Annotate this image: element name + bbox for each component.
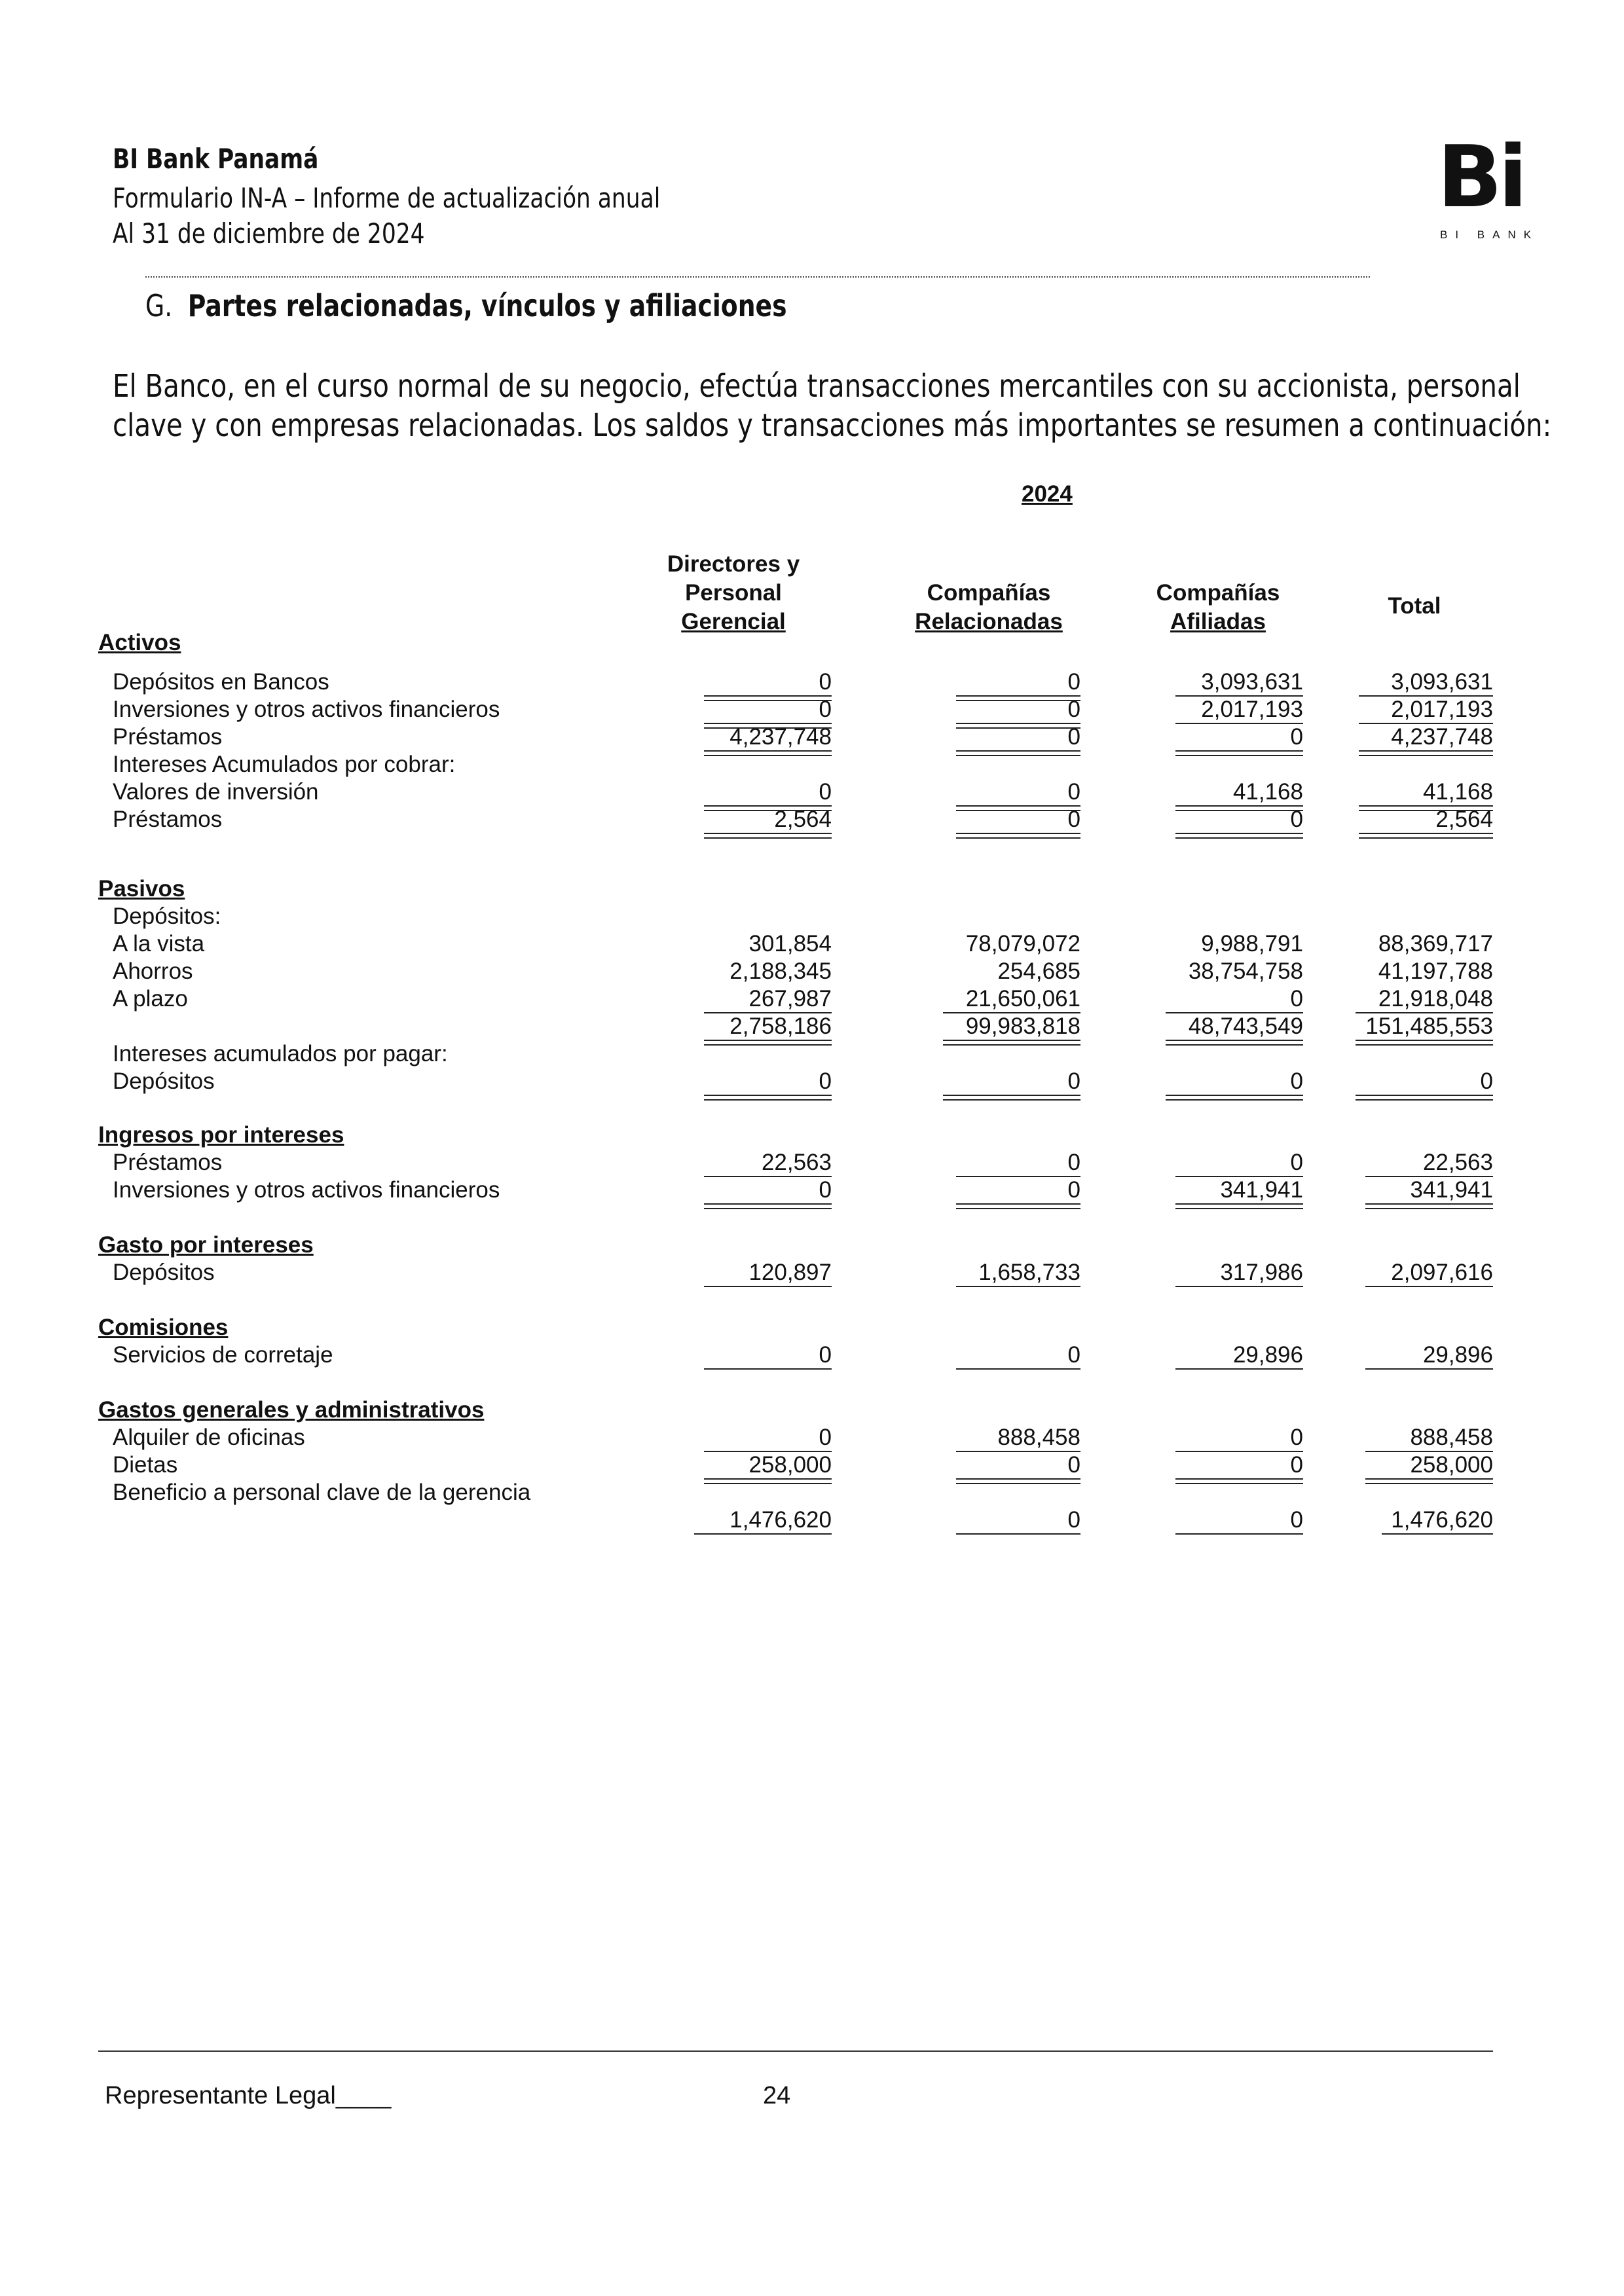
section-letter: G. [145,288,173,323]
cell-value: 0 [819,1177,832,1203]
cell-value: 1,658,733 [978,1260,1080,1285]
subtotal-value: 2,758,186 [729,1013,832,1039]
subtotal-value: 99,983,818 [965,1013,1080,1039]
bi-bank-logo [1437,127,1540,259]
rule [1365,1451,1493,1452]
cell-value: 2,017,193 [1391,697,1493,722]
cell-value: 0 [1067,697,1080,722]
section-pasivos: Pasivos [98,876,185,902]
row-label: A plazo [113,986,188,1011]
rule [1175,1286,1303,1287]
rule [1365,1203,1493,1209]
rule [1175,1478,1303,1484]
logo-subtitle: BI BANK [1440,228,1540,241]
rule [956,1203,1080,1209]
rule [1359,750,1493,756]
rule [1166,1012,1303,1013]
rule [956,805,1080,811]
cell-value: 317,986 [1220,1260,1303,1285]
cell-value: 888,458 [997,1425,1080,1450]
rule [1175,833,1303,839]
logo-mark: Bi [1437,127,1524,227]
col-header-line: Relacionadas [915,609,1063,634]
rule [704,1040,832,1046]
rule [1175,1368,1303,1370]
rule [1359,805,1493,811]
rule [704,1286,832,1287]
intro-line-1: El Banco, en el curso normal de su negocio, efectúa transacciones mercantiles con su accionista, personal [113,368,1521,405]
cell-value: 0 [1290,1425,1303,1450]
col-header-relacionadas [884,579,1094,636]
cell-value: 0 [819,697,832,722]
cell-value: 0 [1290,1068,1303,1094]
cell-value: 2,188,345 [729,958,832,984]
cell-value: 0 [1067,1342,1080,1368]
cell-value: 0 [1290,1150,1303,1175]
row-label: Ahorros [113,958,193,984]
cell-value: 29,896 [1232,1342,1303,1368]
cell-value: 21,918,048 [1378,986,1493,1011]
cell-value: 29,896 [1422,1342,1493,1368]
section-heading [145,288,787,323]
rule [704,1368,832,1370]
rule [956,1478,1080,1484]
cell-value: 1,476,620 [1391,1507,1493,1533]
row-label: Servicios de corretaje [113,1342,333,1368]
row-label: Intereses acumulados por pagar: [113,1041,448,1066]
col-header-line: Compañías [1156,580,1280,606]
row-label: Alquiler de oficinas [113,1425,305,1450]
form-title: Formulario IN-A – Informe de actualización anual [113,182,661,214]
row-label: Beneficio a personal clave de la gerencia [113,1480,531,1505]
col-header-line: Afiliadas [1170,609,1266,634]
cell-value: 0 [1290,807,1303,832]
rule [1365,1286,1493,1287]
footer-divider [98,2050,1493,2052]
rule [704,1095,832,1101]
cell-value: 120,897 [748,1260,832,1285]
col-header-line: Personal [685,580,782,606]
cell-value: 0 [1067,1150,1080,1175]
intro-line-2: clave y con empresas relacionadas. Los saldos y transacciones más importantes se resumen a continuación: [113,407,1552,444]
cell-value: 3,093,631 [1201,669,1303,695]
col-header-directores [645,550,822,636]
rule [1365,1478,1493,1484]
cell-value: 1,476,620 [729,1507,832,1533]
rule [704,1012,832,1013]
rule [956,833,1080,839]
rule [704,723,832,729]
rule [956,1533,1080,1535]
rule [956,1286,1080,1287]
cell-value: 341,941 [1220,1177,1303,1203]
cell-value: 9,988,791 [1201,931,1303,957]
cell-value: 258,000 [1410,1452,1493,1478]
rule [1166,1040,1303,1046]
rule [956,750,1080,756]
cell-value: 0 [1067,669,1080,695]
rule [956,695,1080,701]
rule [704,1176,832,1177]
page-number: 24 [763,2082,791,2109]
rule [1365,1368,1493,1370]
section-gasto: Gasto por intereses [98,1232,314,1258]
section-comisiones: Comisiones [98,1315,229,1340]
section-ingresos: Ingresos por intereses [98,1122,344,1148]
company-name: BI Bank Panamá [113,143,319,175]
row-label: Inversiones y otros activos financieros [113,1177,500,1203]
rule [1175,1533,1303,1535]
rule [956,1176,1080,1177]
row-label: Préstamos [113,807,223,832]
col-header-afiliadas [1126,579,1310,636]
cell-value: 0 [819,779,832,805]
row-label: Inversiones y otros activos financieros [113,697,500,722]
rule [704,1203,832,1209]
cell-value: 0 [1290,986,1303,1011]
rule [704,695,832,701]
cell-value: 41,197,788 [1378,958,1493,984]
cell-value: 38,754,758 [1188,958,1303,984]
rule [1382,1533,1493,1535]
cell-value: 3,093,631 [1391,669,1493,695]
cell-value: 0 [819,1342,832,1368]
cell-value: 88,369,717 [1378,931,1493,957]
subtotal-value: 151,485,553 [1365,1013,1493,1039]
cell-value: 21,650,061 [965,986,1080,1011]
cell-value: 4,237,748 [729,724,832,750]
year-header: 2024 [1022,481,1073,507]
cell-value: 0 [1067,1452,1080,1478]
rule [704,833,832,839]
col-header-line: Gerencial [681,609,786,634]
cell-value: 0 [1290,1452,1303,1478]
rule [943,1040,1080,1046]
col-header-line: Compañías [927,580,1051,606]
rule [704,750,832,756]
cell-value: 41,168 [1232,779,1303,805]
cell-value: 0 [819,669,832,695]
col-header-total: Total [1388,593,1441,619]
cell-value: 267,987 [748,986,832,1011]
rule [1356,1040,1493,1046]
rule [1365,1176,1493,1177]
cell-value: 0 [819,1425,832,1450]
rule [1175,1176,1303,1177]
signature-line: Representante Legal____ [105,2082,392,2109]
row-label: Dietas [113,1452,178,1478]
rule [704,1478,832,1484]
cell-value: 258,000 [748,1452,832,1478]
cell-value: 22,563 [1422,1150,1493,1175]
cell-value: 0 [1067,1177,1080,1203]
cell-value: 2,564 [1435,807,1493,832]
rule [943,1012,1080,1013]
cell-value: 2,564 [774,807,832,832]
rule [1359,695,1493,697]
rule [1359,833,1493,839]
rule [1356,1095,1493,1101]
rule [1175,750,1303,756]
rule [1175,805,1303,811]
cell-value: 301,854 [748,931,832,957]
rule [1175,723,1303,724]
cell-value: 888,458 [1410,1425,1493,1450]
cell-value: 0 [1290,1507,1303,1533]
rule [956,1451,1080,1452]
cell-value: 0 [1480,1068,1493,1094]
section-activos: Activos [98,630,181,655]
rule [1356,1012,1493,1013]
subtotal-value: 48,743,549 [1188,1013,1303,1039]
section-gastos-generales: Gastos generales y administrativos [98,1397,485,1423]
rule [956,1368,1080,1370]
cell-value: 0 [1290,724,1303,750]
rule [1175,695,1303,697]
rule [1175,1451,1303,1452]
row-label: Depósitos en Bancos [113,669,329,695]
rule [1166,1095,1303,1101]
row-label: Depósitos: [113,903,221,929]
cell-value: 22,563 [761,1150,832,1175]
cell-value: 2,017,193 [1201,697,1303,722]
cell-value: 41,168 [1422,779,1493,805]
report-date: Al 31 de diciembre de 2024 [113,217,425,249]
cell-value: 0 [1067,1068,1080,1094]
cell-value: 78,079,072 [965,931,1080,957]
row-label: Intereses Acumulados por cobrar: [113,752,456,777]
cell-value: 0 [1067,779,1080,805]
cell-value: 0 [1067,1507,1080,1533]
cell-value: 0 [1067,724,1080,750]
col-header-line: Directores y [667,551,800,577]
row-label: Depósitos [113,1068,215,1094]
row-label: Valores de inversión [113,779,319,805]
row-label: Depósitos [113,1260,215,1285]
cell-value: 0 [819,1068,832,1094]
rule [1175,1203,1303,1209]
header-divider [145,276,1370,278]
rule [704,1451,832,1452]
row-label: A la vista [113,931,205,957]
rule [704,805,832,811]
cell-value: 2,097,616 [1391,1260,1493,1285]
cell-value: 341,941 [1410,1177,1493,1203]
row-label: Préstamos [113,1150,223,1175]
rule [694,1533,832,1535]
rule [943,1095,1080,1101]
section-title: Partes relacionadas, vínculos y afiliaciones [187,288,787,323]
cell-value: 4,237,748 [1391,724,1493,750]
row-label: Préstamos [113,724,223,750]
rule [1359,723,1493,724]
cell-value: 254,685 [997,958,1080,984]
cell-value: 0 [1067,807,1080,832]
rule [956,723,1080,729]
